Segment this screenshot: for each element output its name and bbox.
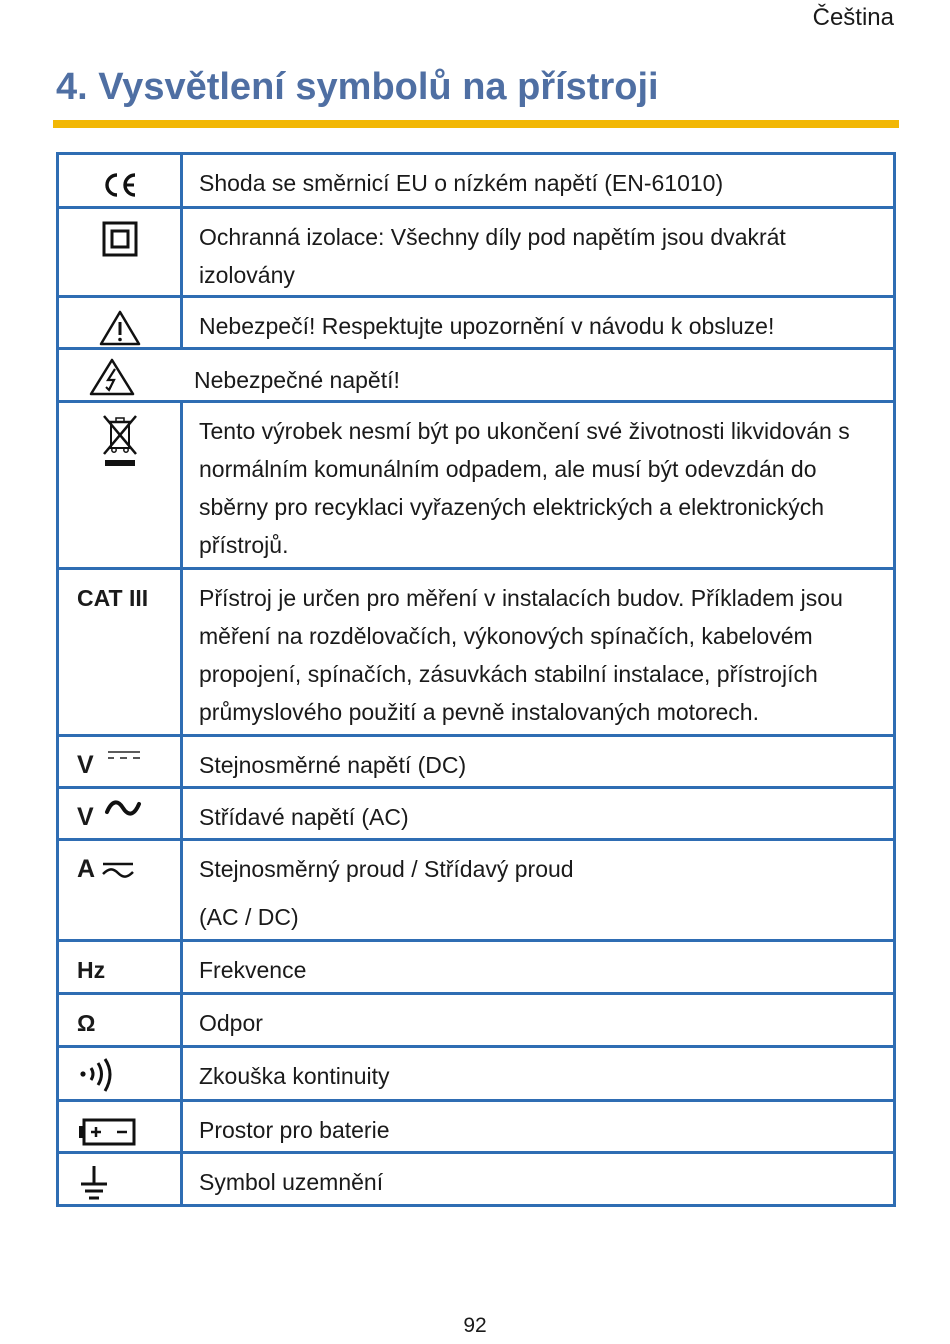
symbol-cell [58,402,182,569]
description-cell: Odpor [182,994,895,1047]
description-cell: Prostor pro baterie [182,1101,895,1153]
symbol-letter: V [77,803,94,831]
section-title: 4. Vysvětlení symbolů na přístroji [56,66,659,108]
description-cell: Zkouška kontinuity [182,1047,895,1101]
weee-bin-icon [100,425,140,451]
continuity-icon [77,1063,121,1089]
symbol-cell [58,1047,182,1101]
table-row [58,569,895,736]
symbol-cell [58,1101,182,1153]
table-row [58,349,895,402]
dc-symbol-icon [100,752,142,778]
symbol-letter: A [77,855,96,883]
description-cell: Střídavé napětí (AC) [182,788,895,840]
battery-icon [77,1117,137,1143]
table-row [58,788,895,840]
symbol-cell: Ω [58,994,182,1047]
description-cell: Symbol uzemnění [182,1153,895,1206]
high-voltage-icon [89,356,135,396]
description-cell: Shoda se směrnicí EU o nízkém napětí (EN-61010) [182,154,895,208]
description-cell: Frekvence [182,941,895,994]
ground-icon [77,1169,111,1195]
ce-mark-icon [102,170,138,196]
description-cell: Stejnosměrné napětí (DC) [182,736,895,788]
table-row [58,208,895,297]
merged-cell [58,349,895,402]
table-row [58,1153,895,1206]
language-label: Čeština [812,4,894,31]
symbol-letter: V [77,751,94,779]
table-row [58,402,895,569]
symbol-cell [58,1153,182,1206]
table-row [58,736,895,788]
table-row [58,154,895,208]
warning-triangle-icon [99,313,141,339]
table-row [58,297,895,349]
symbol-cell: CAT III [58,569,182,736]
page-number: 92 [463,1314,487,1337]
description-cell: Ochranná izolace: Všechny díly pod napětím jsou dvakrát izolovány [182,208,895,297]
ac-dc-symbol-icon [101,856,135,882]
symbol-cell [58,840,182,941]
table-row [58,1101,895,1153]
description-line: (AC / DC) [199,904,299,930]
symbol-cell [58,154,182,208]
symbol-cell [58,736,182,788]
description-cell: Tento výrobek nesmí být po ukončení své životnosti likvidován s normálním komunálním odpadem, ale musí být odevzdán do sběrny pro recyklaci vyřazených elektrických a elektronických přístrojů. [182,402,895,569]
description-cell: Přístroj je určen pro měření v instalacích budov. Příkladem jsou měření na rozdělovačích, výkonových spínačích, kabelovém propojení, spínačích, zásuvkách stabilní instalace, přístrojích průmyslového použití a pevně instalovaných motorech. [182,569,895,736]
description-text: Nebezpečné napětí! [194,367,400,393]
symbol-cell [58,788,182,840]
symbol-cell [58,297,182,349]
double-insulation-icon [102,224,138,250]
symbol-table [56,152,896,1207]
table-row [58,941,895,994]
table-row [58,994,895,1047]
ac-symbol-icon [100,804,142,830]
table-row [58,1047,895,1101]
table-row [58,840,895,941]
description-cell: Nebezpečí! Respektujte upozornění v návodu k obsluze! [182,297,895,349]
heading-underline [53,120,899,128]
description-line: Stejnosměrný proud / Střídavý proud [199,856,574,882]
symbol-cell [58,208,182,297]
description-cell [182,840,895,941]
symbol-cell: Hz [58,941,182,994]
